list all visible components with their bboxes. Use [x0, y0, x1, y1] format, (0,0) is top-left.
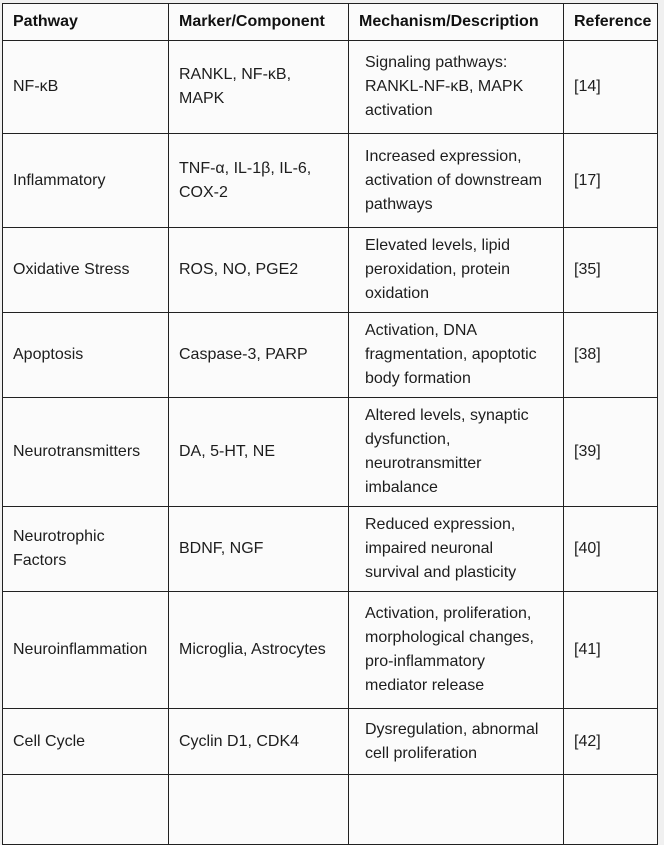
- table-row: [3, 592, 658, 709]
- table-row-partial: [3, 775, 658, 845]
- column-header-mechanism-description: Mechanism/Description: [349, 4, 564, 41]
- pathway-cell: Cell Cycle: [3, 709, 169, 775]
- marker-cell: Cyclin D1, CDK4: [169, 709, 349, 775]
- reference-cell: [39]: [564, 398, 658, 507]
- marker-cell: ROS, NO, PGE2: [169, 228, 349, 313]
- reference-cell: [17]: [564, 134, 658, 228]
- reference-cell: [14]: [564, 41, 658, 134]
- column-header-pathway: Pathway: [3, 4, 169, 41]
- marker-cell: RANKL, NF-κB, MAPK: [169, 41, 349, 134]
- mechanism-cell: Activation, proliferation, morphological changes, pro-inflammatory mediator release: [349, 592, 564, 709]
- reference-cell: [42]: [564, 709, 658, 775]
- table-row: [3, 134, 658, 228]
- reference-cell: [38]: [564, 313, 658, 398]
- pathways-markers-table: [2, 3, 658, 845]
- pathway-cell: Neurotransmitters: [3, 398, 169, 507]
- table-row: [3, 313, 658, 398]
- marker-cell: [169, 775, 349, 845]
- mechanism-cell: Altered levels, synaptic dysfunction, neurotransmitter imbalance: [349, 398, 564, 507]
- pathway-cell: Neuroinflammation: [3, 592, 169, 709]
- table-header-row: [3, 4, 658, 41]
- table-row: [3, 507, 658, 592]
- table-row: [3, 228, 658, 313]
- mechanism-cell: Dysregulation, abnormal cell proliferation: [349, 709, 564, 775]
- pathway-cell: Neurotrophic Factors: [3, 507, 169, 592]
- column-header-reference: Reference: [564, 4, 658, 41]
- table-row: [3, 398, 658, 507]
- mechanism-cell: Increased expression, activation of downstream pathways: [349, 134, 564, 228]
- table-row: [3, 41, 658, 134]
- mechanism-cell: Reduced expression, impaired neuronal survival and plasticity: [349, 507, 564, 592]
- marker-cell: TNF-α, IL-1β, IL-6, COX-2: [169, 134, 349, 228]
- marker-cell: Caspase-3, PARP: [169, 313, 349, 398]
- column-header-marker-component: Marker/Component: [169, 4, 349, 41]
- reference-cell: [41]: [564, 592, 658, 709]
- pathway-cell: Oxidative Stress: [3, 228, 169, 313]
- pathway-cell: Apoptosis: [3, 313, 169, 398]
- table-row: [3, 709, 658, 775]
- pathway-cell: [3, 775, 169, 845]
- marker-cell: DA, 5-HT, NE: [169, 398, 349, 507]
- mechanism-cell: Signaling pathways: RANKL-NF-κB, MAPK activation: [349, 41, 564, 134]
- marker-cell: Microglia, Astrocytes: [169, 592, 349, 709]
- mechanism-cell: [349, 775, 564, 845]
- mechanism-cell: Activation, DNA fragmentation, apoptotic body formation: [349, 313, 564, 398]
- pathway-cell: Inflammatory: [3, 134, 169, 228]
- reference-cell: [35]: [564, 228, 658, 313]
- reference-cell: [40]: [564, 507, 658, 592]
- mechanism-cell: Elevated levels, lipid peroxidation, protein oxidation: [349, 228, 564, 313]
- pathway-cell: NF-κB: [3, 41, 169, 134]
- marker-cell: BDNF, NGF: [169, 507, 349, 592]
- reference-cell: [564, 775, 658, 845]
